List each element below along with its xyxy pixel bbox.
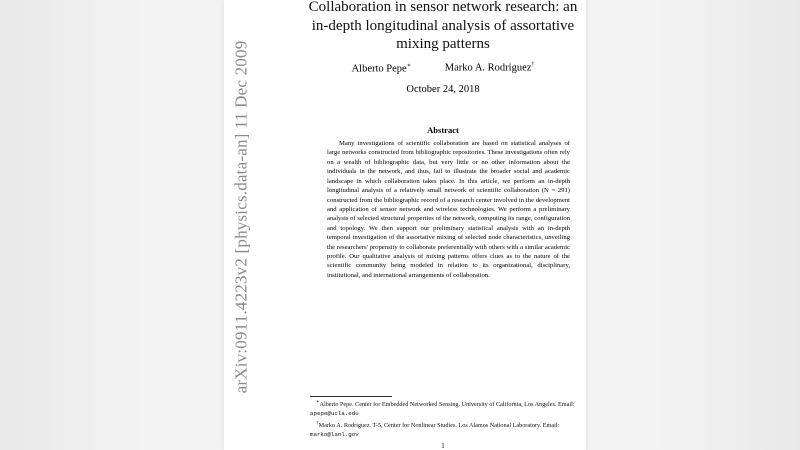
paper-title: Collaboration in sensor network research: an in-depth longitudinal analysis of assortative mixing patterns: [308, 0, 578, 52]
abstract-heading: Abstract: [427, 125, 459, 135]
arxiv-identifier-stamp: [231, 40, 250, 394]
author-list: [300, 62, 586, 75]
email-link[interactable]: marko@lanl.gov: [310, 430, 359, 438]
footnotes: [310, 398, 576, 439]
page-number: 1: [441, 442, 445, 450]
author-name: Marko A. Rodriguez†: [444, 62, 535, 74]
footnote-item: †Marko A. Rodriguez. T-5, Center for Nonlinear Studies. Los Alamos National Laboratory. Email: marko@lanl.gov: [310, 419, 560, 438]
footnote-divider: [310, 396, 392, 397]
paper-date: October 24, 2018: [406, 84, 480, 95]
abstract-text: Many investigations of scientific collaboration are based on statistical analyses of large networks constructed from bibliographic repositories. These investigations often rely on a wealth of bibliographic data, but very little or no other information about the individuals in the network, and thus, fail to illustrate the broader social and academic landscape in which collaboration takes place. In this article, we perform an in-depth longitudinal analysis of a relatively small network of scientific collaboration (N = 291) constructed from the bibliographic record of a research center involved in the development and application of sensor network and wireless technologies. We perform a preliminary analysis of selected structural properties of the network, computing its range, configuration and topology. We then support our preliminary statistical analysis with an in-depth temporal investigation of the assortative mixing of selected node characteristics, unveiling the researchers' propensity to collaborate preferentially with others with a similar academic profile. Our qualitative analysis of mixing patterns offers clues as to the nature of the scientific community being modeled in relation to its organizational, disciplinary, institutional, and international arrangements of collaboration.: [327, 140, 570, 279]
author-name: Alberto Pepe∗: [351, 63, 411, 75]
email-link[interactable]: apepe@ucla.edu: [310, 409, 359, 417]
arxiv-identifier-text: arXiv:0911.4223v2 [physics.data-an] 11 Dec 2009: [231, 40, 250, 394]
footnote-item: ∗Alberto Pepe. Center for Embedded Networked Sensing. University of California, Los Angeles. Email: apepe@ucla.edu: [310, 399, 575, 417]
